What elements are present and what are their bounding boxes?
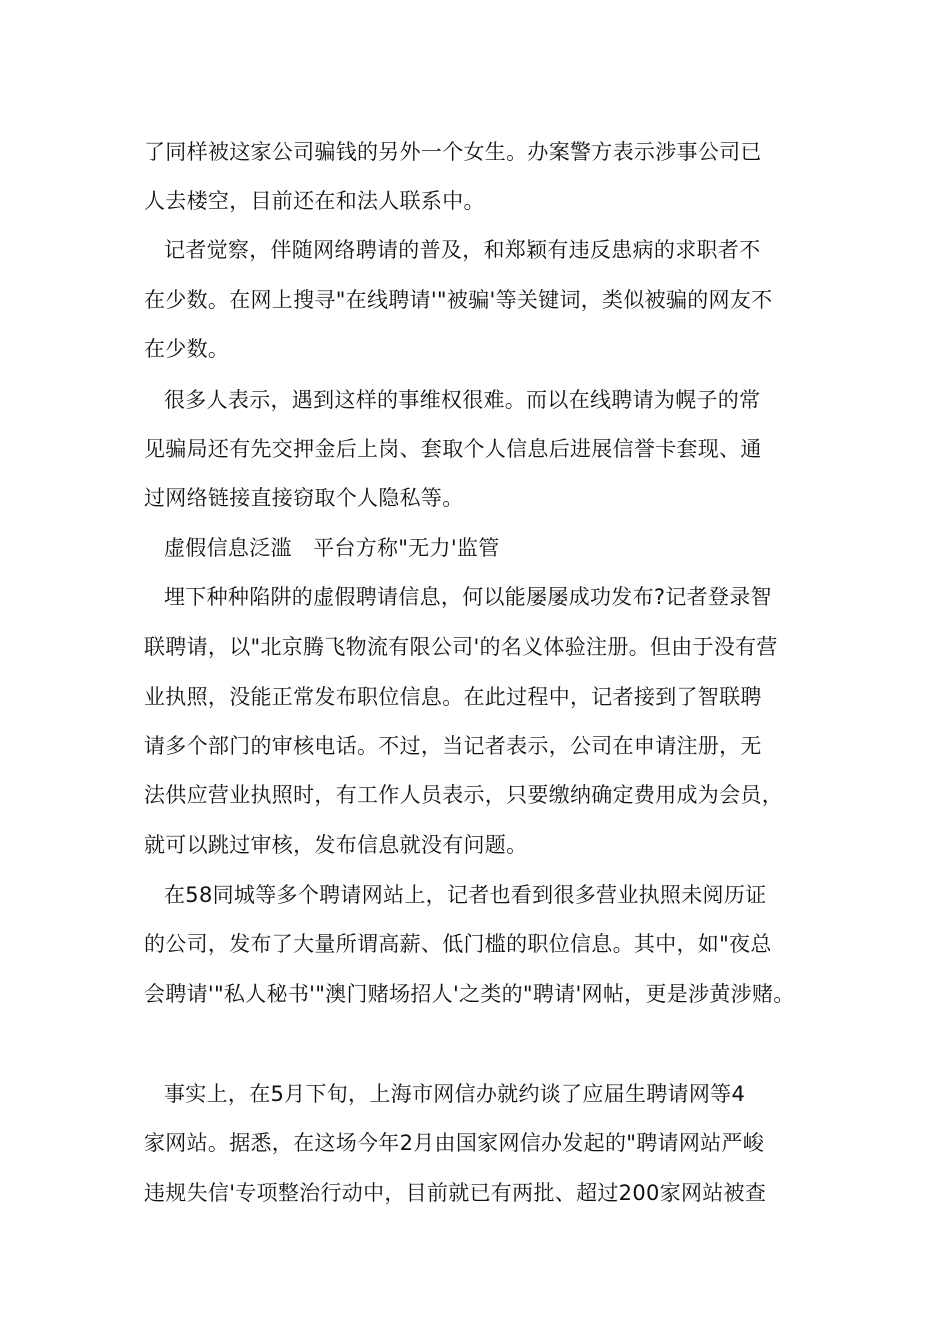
paragraph-line: 在58同城等多个聘请网站上，记者也看到很多营业执照未阅历证 bbox=[164, 883, 767, 907]
paragraph-line: 违规失信'专项整治行动中，目前就已有两批、超过200家网站被查 bbox=[144, 1181, 767, 1205]
paragraph-line: 请多个部门的审核电话。不过，当记者表示，公司在申请注册，无 bbox=[144, 734, 762, 758]
paragraph-line: 在少数。 bbox=[144, 337, 230, 361]
paragraph-line: 记者觉察，伴随网络聘请的普及，和郑颖有违反患病的求职者不 bbox=[164, 238, 761, 262]
paragraph-line: 见骗局还有先交押金后上岗、套取个人信息后进展信誉卡套现、通 bbox=[144, 437, 762, 461]
paragraph-line: 法供应营业执照时，有工作人员表示，只要缴纳确定费用成为会员， bbox=[144, 783, 783, 807]
paragraph-line: 人去楼空，目前还在和法人联系中。 bbox=[144, 189, 485, 213]
paragraph-line: 事实上，在5月下旬，上海市网信办就约谈了应届生聘请网等4 bbox=[164, 1082, 746, 1106]
section-heading: 虚假信息泛滥 平台方称"无力'监管 bbox=[164, 536, 500, 560]
paragraph-line: 业执照，没能正常发布职位信息。在此过程中，记者接到了智联聘 bbox=[144, 685, 762, 709]
paragraph-line: 埋下种种陷阱的虚假聘请信息，何以能屡屡成功发布?记者登录智 bbox=[164, 585, 772, 609]
paragraph-line: 就可以跳过审核，发布信息就没有问题。 bbox=[144, 833, 528, 857]
paragraph-line: 联聘请，以"北京腾飞物流有限公司'的名义体验注册。但由于没有营 bbox=[144, 635, 778, 659]
paragraph-line: 的公司，发布了大量所谓高薪、低门槛的职位信息。其中，如"夜总 bbox=[144, 932, 772, 956]
paragraph-line: 在少数。在网上搜寻"在线聘请'"被骗'等关键词，类似被骗的网友不 bbox=[144, 288, 773, 312]
paragraph-line: 过网络链接直接窃取个人隐私等。 bbox=[144, 486, 464, 510]
paragraph-line: 会聘请'"私人秘书'"澳门赌场招人'之类的"聘请'网帖，更是涉黄涉赌。 bbox=[144, 982, 795, 1006]
paragraph-line: 家网站。据悉，在这场今年2月由国家网信办发起的"聘请网站严峻 bbox=[144, 1131, 765, 1155]
paragraph-line: 了同样被这家公司骗钱的另外一个女生。办案警方表示涉事公司已 bbox=[144, 140, 762, 164]
paragraph-line: 很多人表示，遇到这样的事维权很难。而以在线聘请为幌子的常 bbox=[164, 388, 761, 412]
